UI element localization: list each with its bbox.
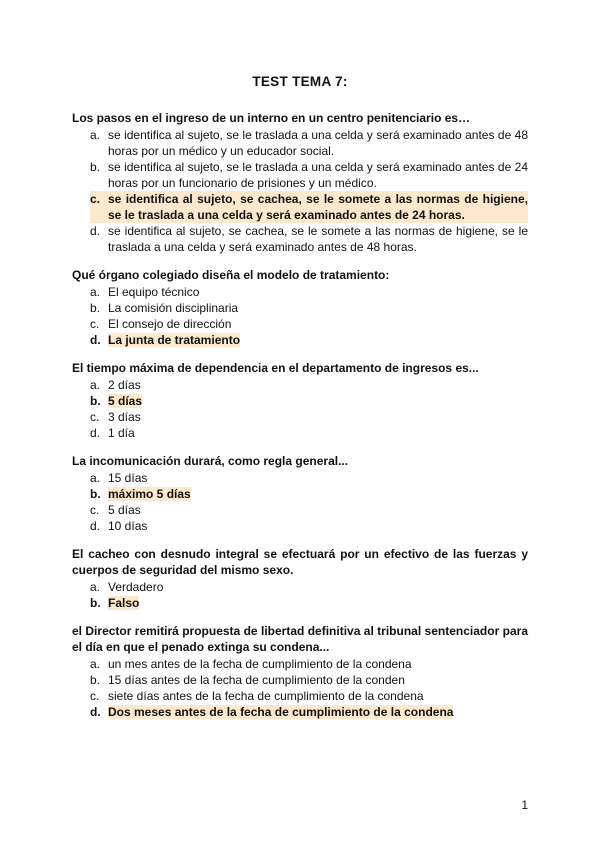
option-d-correct: d. Dos meses antes de la fecha de cumplimiento de la condena [90,705,454,719]
page-title: TEST TEMA 7: [252,74,348,89]
question-text: el Director remitirá propuesta de libertad definitiva al tribunal sentenciador para el día en que el penado extinga su condena... [72,624,528,654]
question-text: La incomunicación durará, como regla general... [72,454,349,468]
question-text: El tiempo máxima de dependencia en el departamento de ingresos es... [72,361,479,375]
option-d: d. 1 día [90,426,135,440]
option-a: a. 2 días [90,378,141,392]
option-c: c. siete días antes de la fecha de cumplimiento de la condena [90,689,424,703]
option-c: c. 5 días [90,503,141,517]
option-a: a. Verdadero [90,580,164,594]
question-6 [72,623,528,720]
page-number: 1 [521,798,528,812]
question-2 [72,267,528,348]
option-a: a. se identifica al sujeto, se le traslada a una celda y será examinado antes de 48 horas por un médico y un educador social. [90,128,528,158]
question-list [72,110,528,732]
option-d-correct: d. La junta de tratamiento [90,333,241,347]
question-text: Los pasos en el ingreso de un interno en un centro penitenciario es… [72,111,471,125]
question-3 [72,360,528,441]
option-b: b. La comisión disciplinaria [90,301,239,315]
option-b-correct: b. Falso [90,596,140,610]
option-c-correct: c. se identifica al sujeto, se cachea, se le somete a las normas de higiene, se le traslada a una celda y será examinado antes de 24 horas. [90,192,528,222]
option-a: a. 15 días [90,471,148,485]
option-d: d. se identifica al sujeto, se cachea, se le somete a las normas de higiene, se le traslada a una celda y será examinado antes de 48 horas. [90,224,528,254]
option-d: d. 10 días [90,519,148,533]
option-a: a. un mes antes de la fecha de cumplimiento de la condena [90,657,412,671]
option-b-correct: b. máximo 5 días [90,487,191,501]
option-b: b. se identifica al sujeto, se le traslada a una celda y será examinado antes de 24 horas por un funcionario de prisiones y un médico. [90,160,528,190]
option-b-correct: b. 5 días [90,394,143,408]
question-5 [72,546,528,611]
question-4 [72,453,528,534]
question-1 [72,110,528,255]
option-c: c. 3 días [90,410,141,424]
option-a: a. El equipo técnico [90,285,200,299]
question-text: Qué órgano colegiado diseña el modelo de tratamiento: [72,268,390,282]
question-text: El cacheo con desnudo integral se efectuará por un efectivo de las fuerzas y cuerpos de seguridad del mismo sexo. [72,547,528,577]
option-b: b. 15 días antes de la fecha de cumplimiento de la conden [90,673,405,687]
option-c: c. El consejo de dirección [90,317,232,331]
